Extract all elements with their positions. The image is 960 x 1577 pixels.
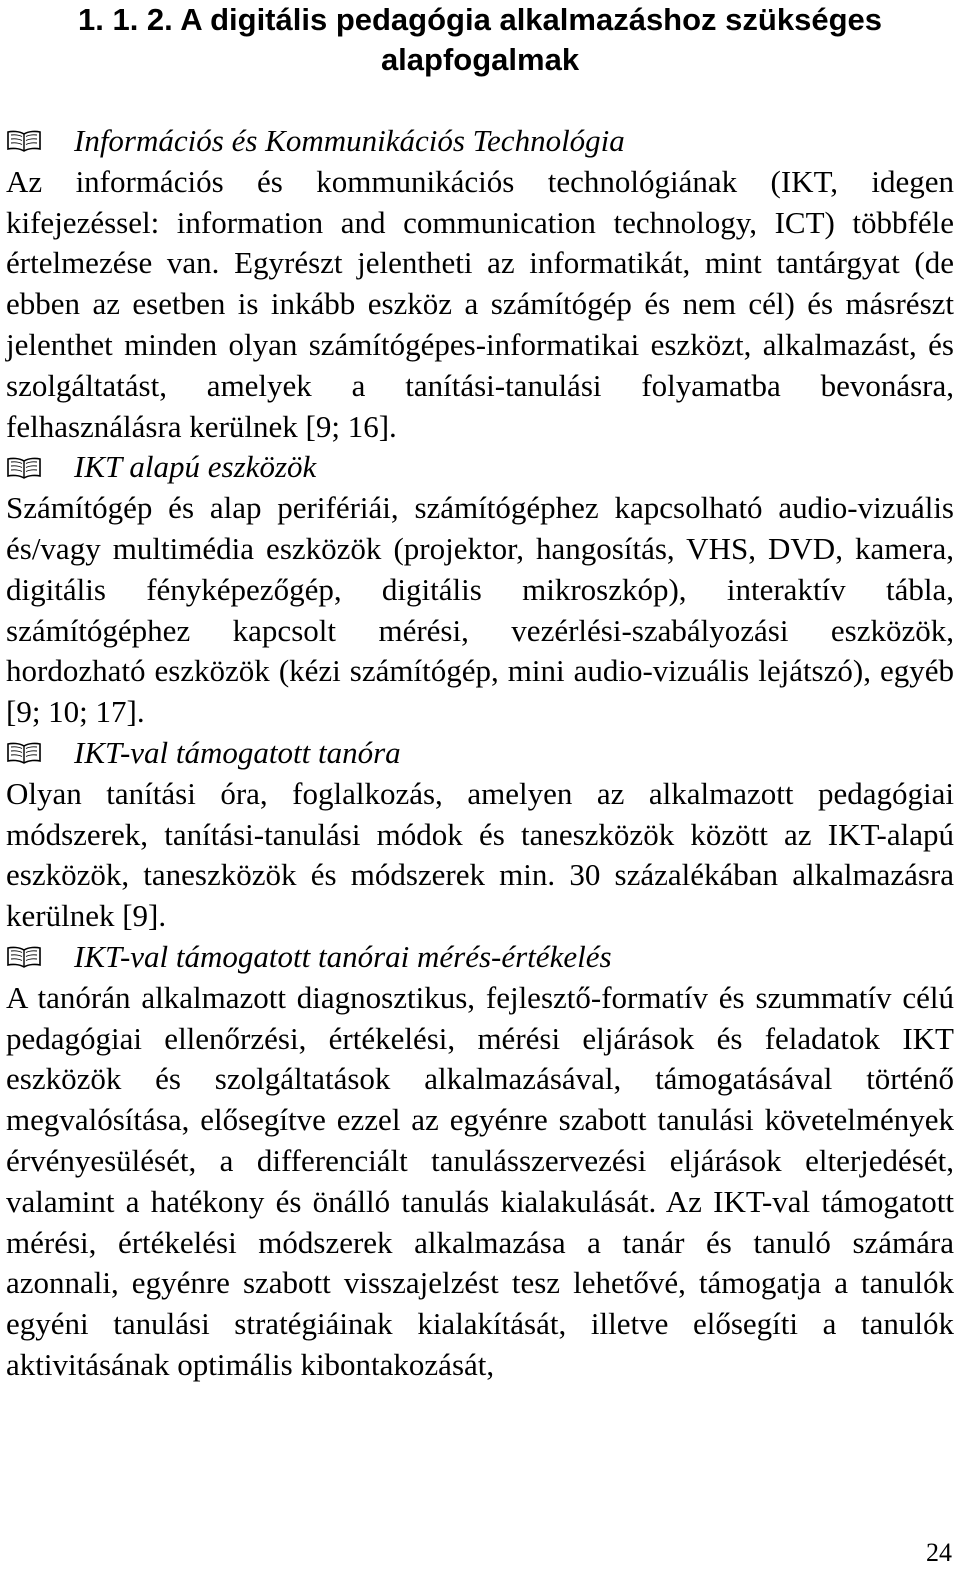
definition-text: Az információs és kommunikációs technológiának (IKT, idegen kifejezéssel: information and communication technology, ICT) többféle értelmezése van. Egyrészt jelentheti az informatikát, mint tantárgyat (de ebben az esetben is inkább eszköz a számítógép és nem cél) és másrészt jelenthet minden olyan számítógépes-informatikai eszközt, alkalmazást, és szolgáltatást, amelyek a tanítási-tanulási folyamatba bevonásra, felhasználásra kerülnek [9; 16]. [6, 163, 954, 444]
open-book-icon [6, 129, 42, 153]
open-book-icon [6, 456, 42, 480]
definition-term-text: IKT-val támogatott tanóra [74, 734, 401, 770]
page-number: 24 [926, 1538, 952, 1567]
section-heading-line-2: alapfogalmak [380, 42, 580, 77]
definition-term [6, 937, 954, 978]
definition-term [6, 121, 954, 162]
definition-term [6, 733, 954, 774]
definition-entry [6, 937, 954, 1386]
definition-text: A tanórán alkalmazott diagnosztikus, fejlesztő-formatív és szummatív célú pedagógiai ellenőrzési, értékelési, mérési eljárások és feladatok IKT eszközök és szolgáltatások alkalmazásával, támogatásával történő megvalósítása, elősegítve ezzel az egyénre szabott tanulási követelmények érvényesülését, a differenciált tanulásszervezési eljárások elterjedését, valamint a hatékony és önálló tanulás kialakulását. Az IKT-val támogatott mérési, értékelési módszerek alkalmazása a tanár és tanuló számára azonnali, egyénre szabott visszajelzést tesz lehetővé, támogatja a tanulók egyéni tanulási stratégiáinak kialakítását, illetve elősegíti a tanulók aktivitásának optimális kibontakozását, [6, 979, 954, 1382]
definition-text: Számítógép és alap perifériái, számítógéphez kapcsolható audio-vizuális és/vagy multimédia eszközök (projektor, hangosítás, VHS, DVD, kamera, digitális fényképezőgép, digitális mikroszkóp), interaktív tábla, számítógéphez kapcsolt mérési, vezérlési-szabályozási eszközök, hordozható eszközök (kézi számítógép, mini audio-vizuális lejátszó), egyéb [9; 10; 17]. [6, 490, 954, 730]
definition-entry [6, 121, 954, 447]
definitions-list [6, 121, 954, 1386]
section-heading [0, 0, 960, 80]
definition-entry [6, 447, 954, 733]
definition-text: Olyan tanítási óra, foglalkozás, amelyen az alkalmazott pedagógiai módszerek, tanítási-tanulási módok és taneszközök között az IKT-alapú eszközök, taneszközök és módszerek min. 30 százalékában alkalmazásra kerülnek [9]. [6, 775, 954, 934]
open-book-icon [6, 945, 42, 969]
definition-term [6, 447, 954, 488]
definition-entry [6, 733, 954, 937]
definition-term-text: IKT-val támogatott tanórai mérés-értékelés [74, 938, 612, 974]
definition-term-text: Információs és Kommunikációs Technológia [74, 123, 625, 158]
section-heading-line-1: 1. 1. 2. A digitális pedagógia alkalmazáshoz szükséges [77, 2, 882, 37]
open-book-icon [6, 741, 42, 765]
definition-term-text: IKT alapú eszközök [74, 449, 317, 485]
